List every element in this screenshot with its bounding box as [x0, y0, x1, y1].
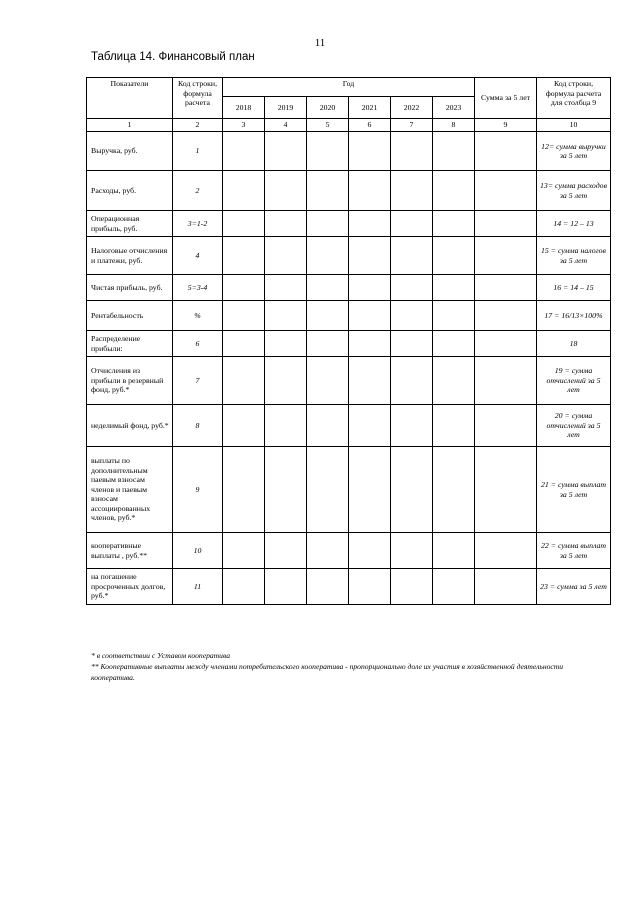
row-formula: 14 = 12 – 13	[537, 211, 611, 237]
empty-cell	[307, 275, 349, 301]
header-code: Код строки, формула расчета	[173, 78, 223, 119]
empty-cell	[349, 132, 391, 171]
empty-cell	[265, 533, 307, 569]
empty-cell	[223, 533, 265, 569]
empty-cell	[475, 275, 537, 301]
row-code: 9	[173, 447, 223, 533]
empty-cell	[223, 275, 265, 301]
empty-cell	[223, 132, 265, 171]
empty-cell	[391, 357, 433, 405]
row-code: 10	[173, 533, 223, 569]
header-sum-5-years: Сумма за 5 лет	[475, 78, 537, 119]
empty-cell	[433, 405, 475, 447]
column-number: 1	[87, 119, 173, 132]
table-row	[87, 357, 611, 405]
row-label: неделимый фонд, руб.*	[87, 405, 173, 447]
footnotes	[91, 651, 601, 684]
footnote: * в соответствии с Уставом кооператива	[91, 651, 230, 660]
table-row	[87, 211, 611, 237]
empty-cell	[223, 357, 265, 405]
empty-cell	[475, 405, 537, 447]
empty-cell	[391, 447, 433, 533]
empty-cell	[265, 405, 307, 447]
row-label: Налоговые отчисления и платежи, руб.	[87, 237, 173, 275]
empty-cell	[349, 533, 391, 569]
row-formula: 12= сумма выручки за 5 лет	[537, 132, 611, 171]
empty-cell	[433, 533, 475, 569]
page-number: 11	[314, 37, 326, 49]
empty-cell	[223, 211, 265, 237]
header-year-group: Год	[223, 78, 475, 97]
empty-cell	[349, 447, 391, 533]
column-number: 4	[265, 119, 307, 132]
row-formula: 23 = сумма за 5 лет	[537, 569, 611, 605]
column-number: 6	[349, 119, 391, 132]
empty-cell	[307, 357, 349, 405]
financial-plan-table	[86, 77, 611, 605]
footnote: ** Кооперативные выплаты между членами потребительского кооператива - пропорционально доле их участия в хозяйственной деятельности кооператива.	[91, 662, 564, 682]
empty-cell	[349, 569, 391, 605]
empty-cell	[265, 132, 307, 171]
empty-cell	[433, 211, 475, 237]
row-formula: 13= сумма расходов за 5 лет	[537, 171, 611, 211]
empty-cell	[307, 405, 349, 447]
empty-cell	[391, 533, 433, 569]
empty-cell	[307, 211, 349, 237]
row-code: %	[173, 301, 223, 331]
empty-cell	[349, 211, 391, 237]
empty-cell	[391, 132, 433, 171]
empty-cell	[433, 132, 475, 171]
column-number: 2	[173, 119, 223, 132]
empty-cell	[223, 405, 265, 447]
empty-cell	[307, 301, 349, 331]
table-title: Таблица 14. Финансовый план	[91, 51, 255, 63]
empty-cell	[349, 301, 391, 331]
empty-cell	[433, 171, 475, 211]
header-year: 2020	[307, 97, 349, 119]
empty-cell	[433, 275, 475, 301]
empty-cell	[307, 447, 349, 533]
empty-cell	[391, 237, 433, 275]
row-formula: 21 = сумма выплат за 5 лет	[537, 447, 611, 533]
empty-cell	[223, 301, 265, 331]
row-formula: 17 = 16/13×100%	[537, 301, 611, 331]
empty-cell	[307, 331, 349, 357]
header-year: 2019	[265, 97, 307, 119]
row-label: Операционная прибыль, руб.	[87, 211, 173, 237]
empty-cell	[475, 331, 537, 357]
empty-cell	[265, 331, 307, 357]
row-code: 7	[173, 357, 223, 405]
row-label: Чистая прибыль, руб.	[87, 275, 173, 301]
empty-cell	[475, 132, 537, 171]
empty-cell	[265, 211, 307, 237]
empty-cell	[265, 569, 307, 605]
row-formula: 19 = сумма отчислений за 5 лет	[537, 357, 611, 405]
row-label: Выручка, руб.	[87, 132, 173, 171]
empty-cell	[307, 569, 349, 605]
empty-cell	[475, 211, 537, 237]
empty-cell	[391, 171, 433, 211]
row-formula: 15 = сумма налогов за 5 лет	[537, 237, 611, 275]
empty-cell	[391, 275, 433, 301]
table-row	[87, 171, 611, 211]
empty-cell	[223, 171, 265, 211]
empty-cell	[265, 357, 307, 405]
empty-cell	[307, 132, 349, 171]
empty-cell	[349, 275, 391, 301]
row-formula: 16 = 14 – 15	[537, 275, 611, 301]
row-code: 3=1-2	[173, 211, 223, 237]
empty-cell	[391, 405, 433, 447]
empty-cell	[391, 211, 433, 237]
empty-cell	[349, 357, 391, 405]
empty-cell	[433, 301, 475, 331]
empty-cell	[433, 357, 475, 405]
row-code: 5=3-4	[173, 275, 223, 301]
table-row	[87, 569, 611, 605]
empty-cell	[433, 237, 475, 275]
empty-cell	[265, 171, 307, 211]
row-label: Отчисления из прибыли в резервный фонд, руб.*	[87, 357, 173, 405]
empty-cell	[433, 569, 475, 605]
row-code: 11	[173, 569, 223, 605]
row-label: кооперативные выплаты , руб.**	[87, 533, 173, 569]
empty-cell	[391, 569, 433, 605]
empty-cell	[475, 301, 537, 331]
row-label: Распределение прибыли:	[87, 331, 173, 357]
table-row	[87, 447, 611, 533]
empty-cell	[307, 171, 349, 211]
empty-cell	[349, 405, 391, 447]
header-year: 2021	[349, 97, 391, 119]
empty-cell	[475, 237, 537, 275]
table-row	[87, 533, 611, 569]
empty-cell	[223, 569, 265, 605]
table-row	[87, 405, 611, 447]
column-number: 3	[223, 119, 265, 132]
empty-cell	[475, 447, 537, 533]
row-label: выплаты по дополнительным паевым взносам членов и паевым взносам ассоциированных членов, руб.*	[87, 447, 173, 533]
empty-cell	[265, 275, 307, 301]
empty-cell	[307, 533, 349, 569]
column-number: 10	[537, 119, 611, 132]
column-number: 9	[475, 119, 537, 132]
row-formula: 20 = сумма отчислений за 5 лет	[537, 405, 611, 447]
column-number: 5	[307, 119, 349, 132]
header-year: 2023	[433, 97, 475, 119]
table-row	[87, 132, 611, 171]
row-code: 8	[173, 405, 223, 447]
empty-cell	[475, 171, 537, 211]
header-code-col9: Код строки, формула расчета для столбца 9	[537, 78, 611, 119]
empty-cell	[349, 171, 391, 211]
table-row	[87, 331, 611, 357]
empty-cell	[265, 447, 307, 533]
empty-cell	[265, 301, 307, 331]
header-year: 2018	[223, 97, 265, 119]
header-year: 2022	[391, 97, 433, 119]
table-row	[87, 301, 611, 331]
row-label: Расходы, руб.	[87, 171, 173, 211]
row-label: Рентабельность	[87, 301, 173, 331]
empty-cell	[475, 357, 537, 405]
empty-cell	[391, 331, 433, 357]
row-label: на погашение просроченных долгов, руб.*	[87, 569, 173, 605]
column-number: 8	[433, 119, 475, 132]
row-code: 4	[173, 237, 223, 275]
table-row	[87, 237, 611, 275]
empty-cell	[223, 331, 265, 357]
row-code: 2	[173, 171, 223, 211]
empty-cell	[433, 447, 475, 533]
header-indicators: Показатели	[87, 78, 173, 119]
row-formula: 18	[537, 331, 611, 357]
empty-cell	[265, 237, 307, 275]
empty-cell	[475, 569, 537, 605]
row-code: 1	[173, 132, 223, 171]
empty-cell	[223, 447, 265, 533]
table-row	[87, 275, 611, 301]
empty-cell	[223, 237, 265, 275]
empty-cell	[433, 331, 475, 357]
column-number-row	[87, 119, 611, 132]
row-formula: 22 = сумма выплат за 5 лет	[537, 533, 611, 569]
row-code: 6	[173, 331, 223, 357]
empty-cell	[307, 237, 349, 275]
column-number: 7	[391, 119, 433, 132]
empty-cell	[391, 301, 433, 331]
empty-cell	[475, 533, 537, 569]
empty-cell	[349, 237, 391, 275]
empty-cell	[349, 331, 391, 357]
